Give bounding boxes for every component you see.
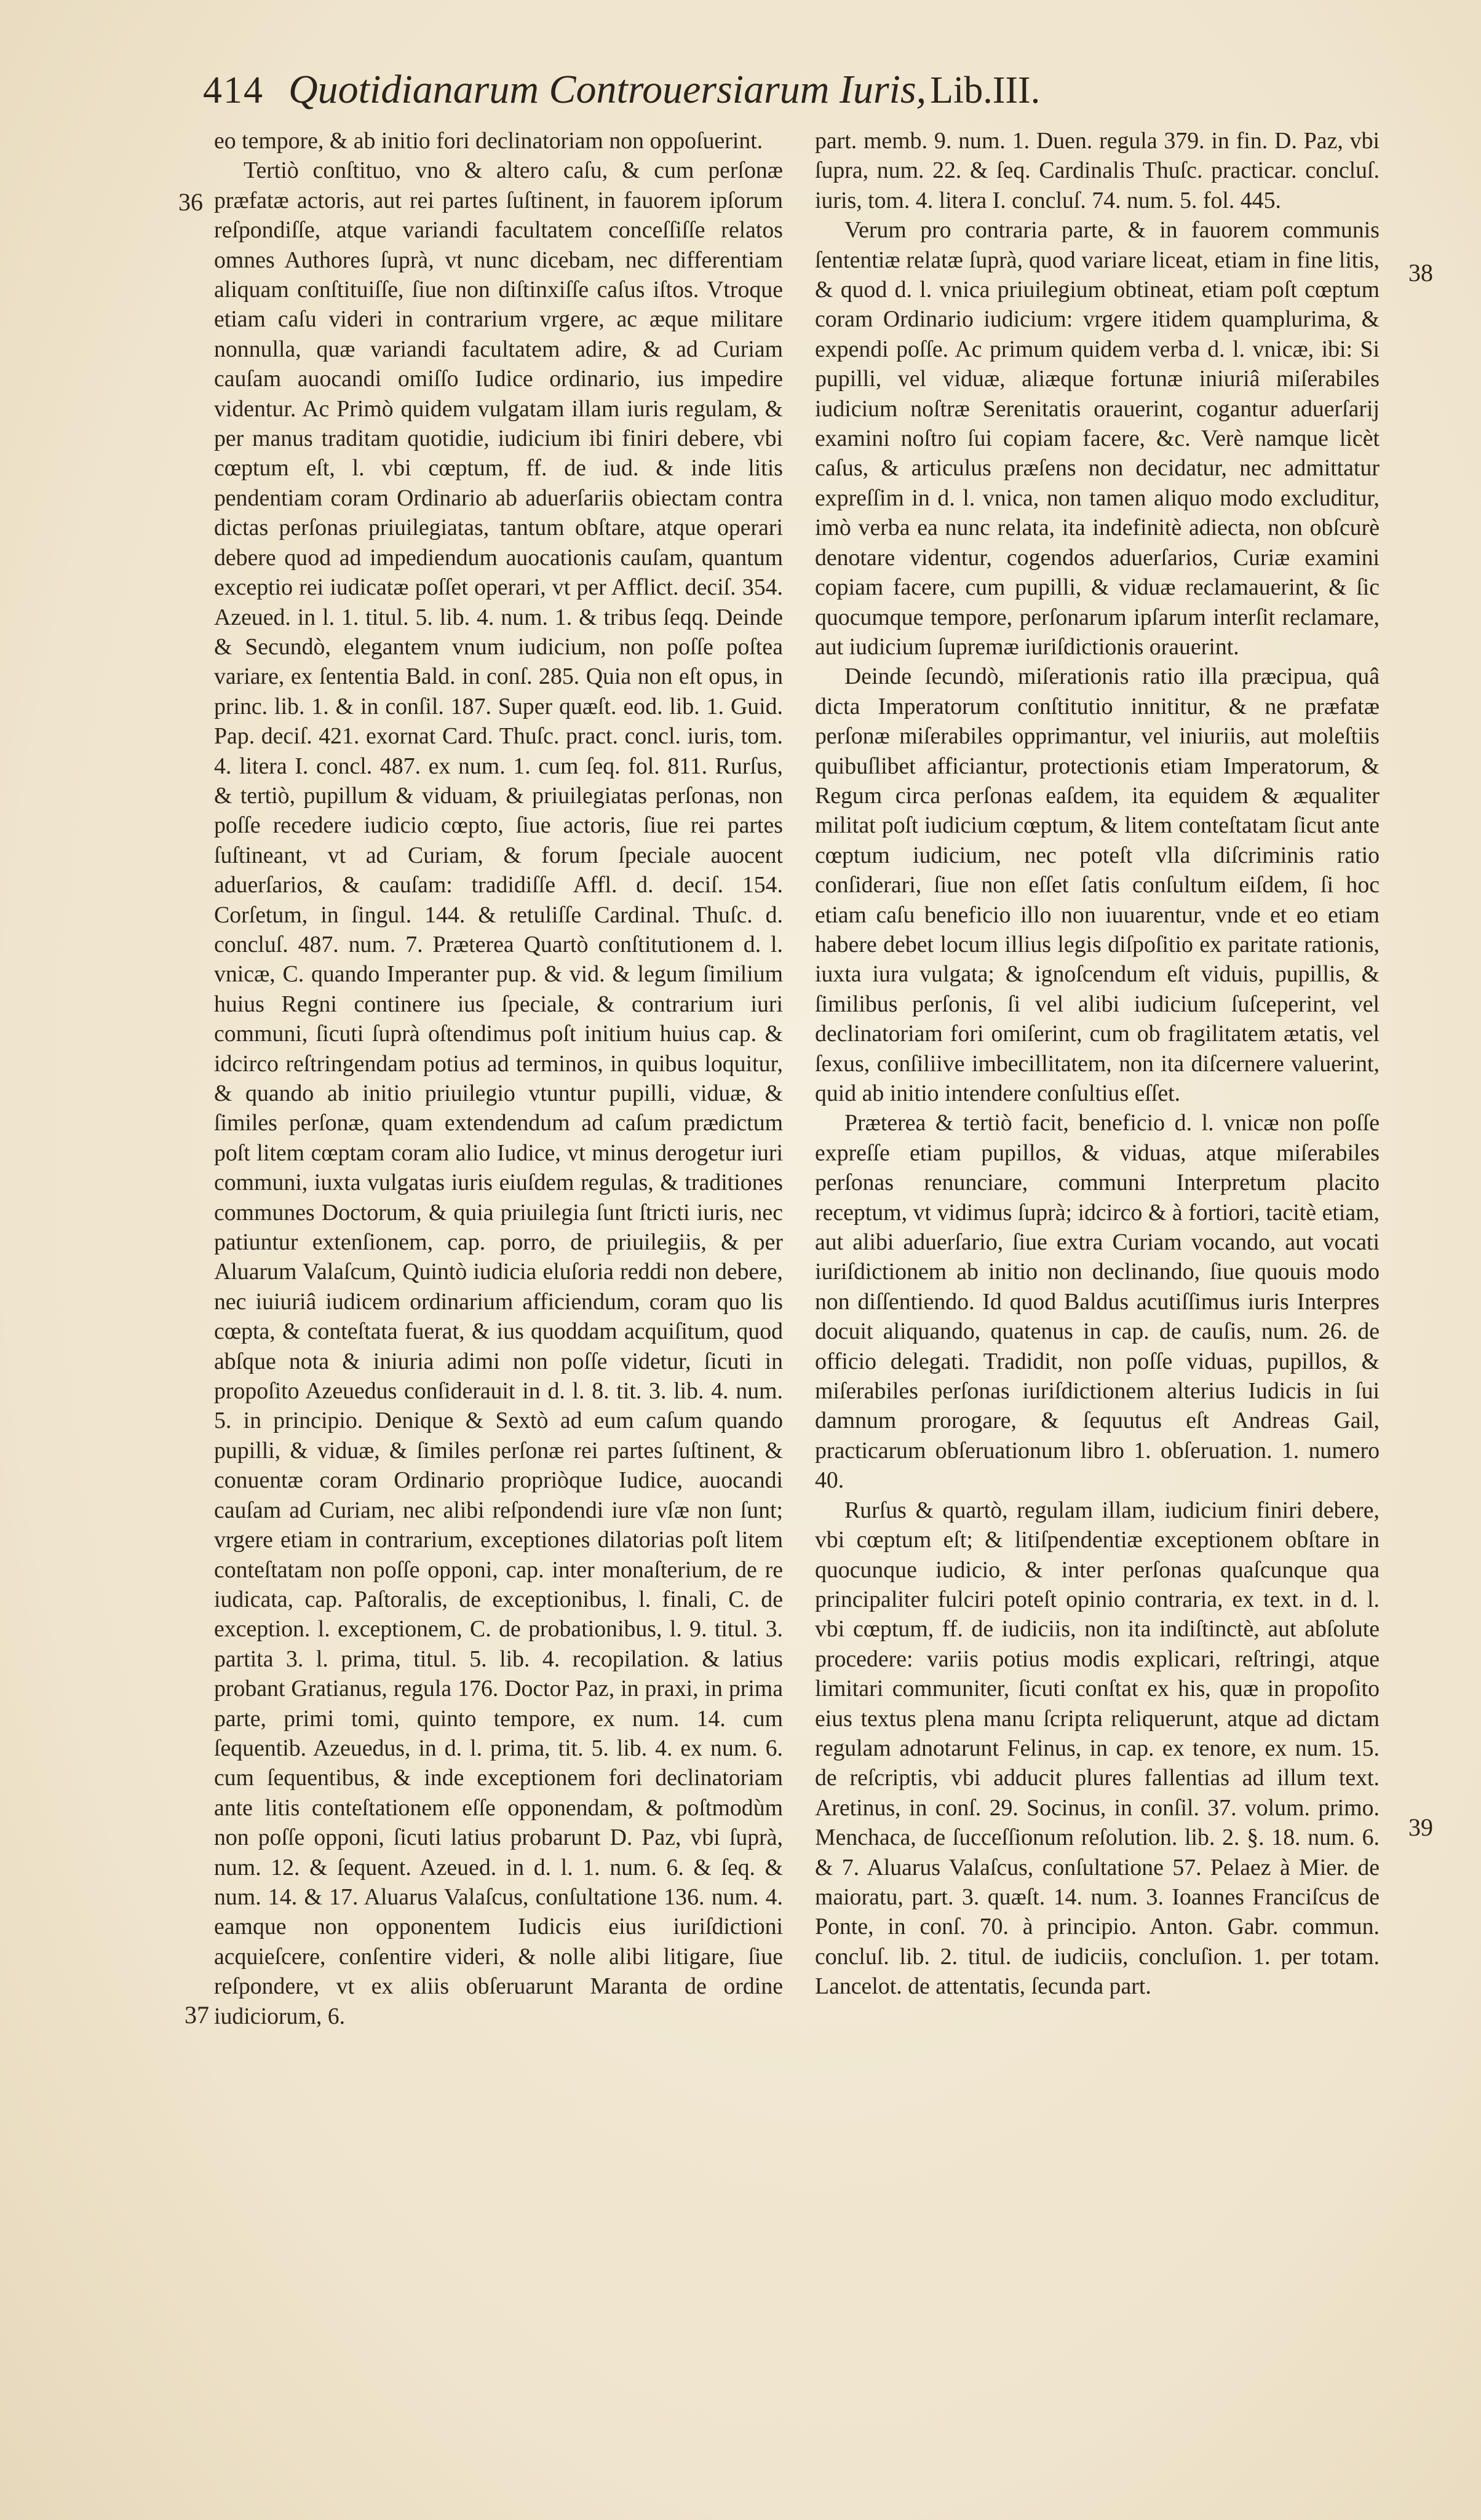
margin-number-39: 39 — [1408, 1813, 1433, 1841]
margin-number-38: 38 — [1408, 259, 1433, 287]
paragraph: Tertiò conſtituo, vno & altero caſu, & cum perſonæ præfatæ actoris, aut rei partes ſuſtinent, in fauorem ipſorum reſpondiſſe, atque variandi facultatem conceſſiſſe relatos omnes Authores ſuprà, vt nunc dicebam, nec differentiam aliquam conſtituiſſe, ſiue non diſtinxiſſe caſus iſtos. Vtroque etiam caſu videri in contrarium vrgere, ac æque militare nonnulla, quæ variandi facultatem adire, & ad Curiam cauſam auocandi omiſſo Iudice ordinario, ius impedire videntur. Ac Primò quidem vulgatam illam iuris regulam, & per manus traditam quotidie, iudicium ibi finiri debere, vbi cœptum eſt, l. vbi cœptum, ff. de iud. & inde litis pendentiam coram Ordinario ab aduerſariis obiectam contra dictas perſonas priuilegiatas, tantum obſtare, atque operari debere quod ad impediendum auocationis cauſam, quantum exceptio rei iudicatæ poſſet operari, vt per Afflict. deciſ. 354. Azeued. in l. 1. titul. 5. lib. 4. num. 1. & tribus ſeqq. Deinde & Secundò, elegantem vnum iudicium, non poſſe poſtea variare, ex ſententia Bald. in conſ. 285. Quia non eſt opus, in princ. lib. 1. & in conſil. 187. Super quæſt. eod. lib. 1. Guid. Pap. deciſ. 421. exornat Card. Thuſc. pract. concl. iuris, tom. 4. litera I. concl. 487. ex num. 1. cum ſeq. fol. 811. Rurſus, & tertiò, pupillum & viduam, & priuilegiatas perſonas, non poſſe recedere iudicio cœpto, ſiue actoris, ſiue rei partes ſuſtineant, vt ad Curiam, & forum ſpeciale auocent aduerſarios, & cauſam: tradidiſſe Affl. d. deciſ. 154. Corſetum, in ſingul. 144. & retuliſſe Cardinal. Thuſc. d. concluſ. 487. num. 7. Præterea Quartò conſtitutionem d. l. vnicæ, C. quando Imperanter pup. & vid. & legum ſimilium huius Regni continere ius ſpeciale, & contrarium iuri communi, ſicuti ſuprà oſtendimus poſt initium huius cap. & idcirco reſtringendam potius ad terminos, in quibus loquitur, & quando ab initio priuilegio vtuntur pupilli, viduæ, & ſimiles perſonæ, quam extendendum ad caſum prædictum poſt litem cœptam coram alio Iudice, vt minus derogetur iuri communi, iuxta vulgatas iuris eiuſdem regulas, & traditiones communes Doctorum, & quia priuilegia ſunt ſtricti iuris, nec patiuntur extenſionem, cap. porro, de priuilegiis, & per Aluarum Valaſcum, Quintò iudicia eluſoria reddi non debere, nec iuiuriâ iudicem ordinarium afficiendum, coram quo lis cœpta, & conteſtata fuerat, & ius quoddam acquiſitum, quod abſque nota & iniuria adimi non poſſe videtur, ſicuti in propoſito Azeuedus conſiderauit in d. l. 8. tit. 3. lib. 4. num. 5. in principio. Denique & Sextò ad eum caſum quando pupilli, & viduæ, & ſimiles perſonæ rei partes ſuſtinent, & conuentæ coram Ordinario propriòque Iudice, auocandi cauſam ad Curiam, nec alibi reſpondendi iure vſæ non ſunt; vrgere etiam in contrarium, exceptiones dilatorias poſt litem conteſtatam non poſſe opponi, cap. inter monaſterium, de re iudicata, cap. Paſtoralis, de exceptionibus, l. finali, C. de exception. l. exceptionem, C. de probationibus, l. 9. titul. 3. partita 3. l. prima, titul. 5. lib. 4. recopilation. & latius probant Gratianus, regula 176. Doctor Paz, in praxi, in prima parte, primi tomi, quinto tempore, ex num. 14. cum ſequentib. Azeuedus, in d. l. prima, tit. 5. lib. 4. ex num. 6. cum ſequentibus, & inde exceptionem fori declinatoriam ante litis conteſtationem eſſe opponendam, & poſtmodùm non poſſe opponi, ſicuti latius probarunt D. Paz, vbi ſuprà, num. 12. & ſequent. Azeued. in d. l. 1. num. 6. & ſeq. & num. 14. & 17. Aluarus Valaſcus, conſultatione 136. num. 4. eamque non opponentem Iudicis eius iuriſdictioni acquieſcere, conſentire videri, & nolle alibi litigare, ſiue reſpondere, vt ex aliis obſeruarunt Maranta de ordine iudiciorum, 6. — [214, 157, 783, 2029]
paragraph: Deinde ſecundò, miſerationis ratio illa præcipua, quâ dicta Imperatorum conſtitutio innititur, & ne præfatæ perſonæ miſerabiles opprimantur, vel iniuriis, aut moleſtiis quibuſlibet afficiantur, protectionis etiam Imperatorum, & Regum circa perſonas eaſdem, ita equidem & æqualiter militat poſt iudicium cœptum, & litem conteſtatam ſicut ante cœptum iudicium, nec poteſt vlla diſcriminis ratio conſiderari, ſiue non eſſet ſatis conſultum eiſdem, ſi hoc etiam caſu beneficio illo non iuuarentur, vnde et eo etiam habere debet locum illius legis diſpoſitio ex paritate rationis, iuxta iura vulgata; & ignoſcendum eſt viduis, pupillis, & ſimilibus perſonis, ſi vel alibi iudicium ſuſceperint, vel declinatoriam fori omiſerint, cum ob fragilitatem ætatis, vel ſexus, conſiliive imbecillitatem, non ita diſcernere valuerint, quid ab initio intendere conſultius eſſet. — [815, 664, 1380, 1106]
paragraph: Verum pro contraria parte, & in fauorem communis ſententiæ relatæ ſuprà, quod variare liceat, etiam in fine litis, & quod d. l. vnica priuilegium obtineat, etiam poſt cœptum coram Ordinario iudicium: vrgere itidem quamplurima, & expendi poſſe. Ac primum quidem verba d. l. vnicæ, ibi: Si pupilli, vel viduæ, aliæque fortunæ iniuriâ miſerabiles iudicium noſtræ Serenitatis orauerint, cogantur aduerſarij examini noſtro ſui copiam facere, &c. Verè namque licèt caſus, & articulus præſens non decidatur, nec admittatur expreſſim in d. l. vnica, non tamen aliquo modo excluditur, imò verba ea nunc relata, ita indefinitè adiecta, non obſcurè denotare videntur, cogendos aduerſarios, Curiæ examini copiam facere, cum pupilli, & viduæ reclamauerint, & ſic quocumque tempore, perſonarum ipſarum interſit reclamare, aut iudicium ſupremæ iuriſdictionis orauerint. — [815, 217, 1380, 660]
page-number: 414 — [203, 69, 264, 111]
running-title: Quotidianarum Controuersiarum Iuris, — [288, 67, 927, 112]
running-header — [203, 66, 1279, 122]
margin-number-37: 37 — [185, 2001, 209, 2029]
left-column — [214, 126, 783, 2500]
margin-number-36: 36 — [178, 188, 203, 216]
paragraph: Præterea & tertiò facit, beneficio d. l. vnicæ non poſſe expreſſe etiam pupillos, & viduas, atque miſerabiles perſonas renunciare, communi Interpretum placito receptum, vt vidimus ſuprà; idcirco & à fortiori, tacitè etiam, aut alibi aduerſario, ſiue extra Curiam vocando, aut vocati iuriſdictionem ab initio non declinando, ſiue quouis modo non diſſentiendo. Id quod Baldus acutiſſimus iuris Interpres docuit aliquando, quatenus in cap. de cauſis, num. 26. de officio delegati. Tradidit, non poſſe viduas, pupillos, & miſerabiles perſonas iuriſdictionem alterius Iudicis in ſui damnum prorogare, & ſequutus eſt Andreas Gail, practicarum obſeruationum libro 1. obſeruation. 1. numero 40. — [815, 1110, 1380, 1494]
paragraph: Rurſus & quartò, regulam illam, iudicium finiri debere, vbi cœptum eſt; & litiſpendentiæ exceptionem obſtare in quocunque iudicio, & inter perſonas quaſcunque qua principaliter fulciri poteſt opinio contraria, ex text. in d. l. vbi cœptum, ff. de iudiciis, non ita indiſtinctè, aut abſolute procedere: variis potius modis explicari, reſtringi, atque limitari communiter, ſicuti conſtat ex his, quæ in propoſito eius textus plena manu ſcripta reliquerunt, atque ad dictam regulam adnotarunt Felinus, in cap. ex tenore, ex num. 15. de reſcriptis, vbi adducit plures fallentias ad illum text. Aretinus, in conſ. 29. Socinus, in conſil. 37. volum. primo. Menchaca, de ſucceſſionum reſolution. lib. 2. §. 18. num. 6. & 7. Aluarus Valaſcus, conſultatione 57. Pelaez à Mier. de maioratu, part. 3. quæſt. 14. num. 3. Ioannes Franciſcus de Ponte, in conſ. 70. à principio. Anton. Gabr. commun. concluſ. lib. 2. titul. de iudiciis, concluſion. 1. per totam. Lancelot. de attentatis, ſecunda part. — [815, 1497, 1380, 2000]
paragraph: eo tempore, & ab initio fori declinatoriam non oppoſuerint. — [214, 128, 763, 154]
running-book: Lib.III. — [930, 69, 1041, 111]
right-column — [815, 126, 1380, 2500]
paragraph: part. memb. 9. num. 1. Duen. regula 379. in fin. D. Paz, vbi ſupra, num. 22. & ſeq. Cardinalis Thuſc. practicar. concluſ. iuris, tom. 4. litera I. concluſ. 74. num. 5. fol. 445. — [815, 128, 1380, 213]
